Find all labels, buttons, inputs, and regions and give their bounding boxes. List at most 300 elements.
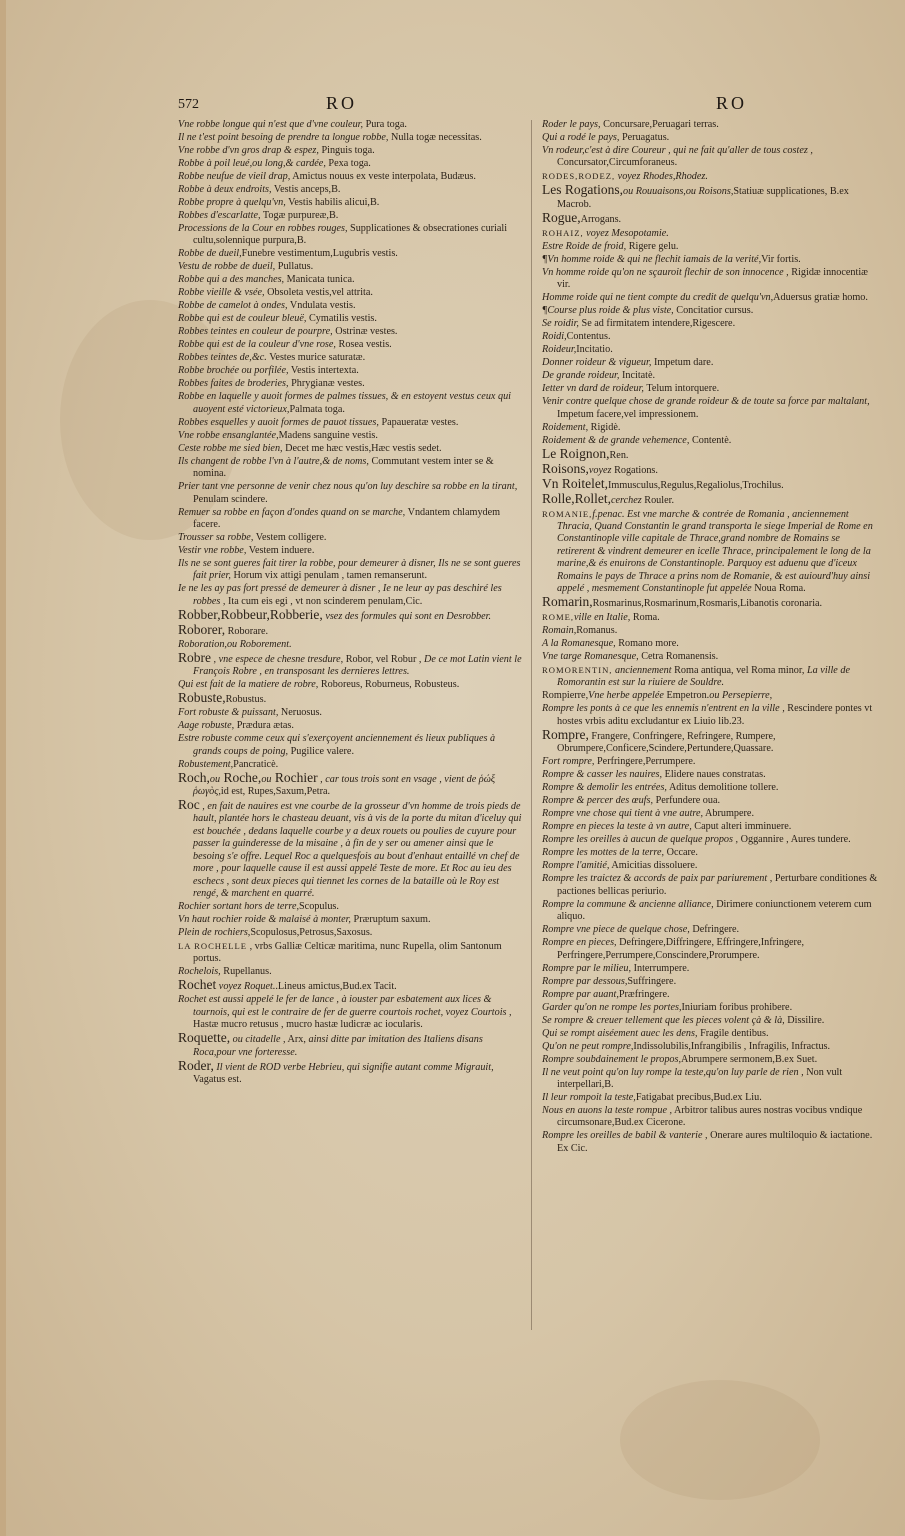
latin-equivalent: Interrumpere.: [631, 962, 690, 974]
latin-equivalent: Dirimere coniunctionem veterem cum aliquo.: [557, 898, 872, 923]
french-gloss: Remuer sa robbe en façon d'ondes quand on se marche,: [178, 506, 406, 518]
latin-equivalent: Amictus nouus ex veste interpolata, Budæus.: [290, 171, 476, 182]
dictionary-entry: [542, 1130, 878, 1155]
latin-equivalent: Vndulata vestis.: [287, 300, 356, 312]
latin-equivalent: Frangere, Confringere, Refringere, Rumpere, Obrumpere,Conficere,Scindere,Pertundere,Quassare.: [557, 730, 776, 755]
latin-equivalent: Roma antiqua, vel Roma minor,: [671, 665, 805, 677]
latin-equivalent: Statiuæ supplicationes, B.ex Macrob.: [557, 186, 849, 210]
french-gloss: Il leur rompoit la teste,: [542, 1091, 636, 1103]
latin-equivalent: Amicitias dissoluere.: [609, 860, 698, 872]
page-number: 572: [178, 97, 199, 112]
latin-equivalent: Funebre vestimentum,Lugubris vestis.: [241, 248, 398, 260]
dictionary-entry: [178, 158, 522, 170]
latin-equivalent: id est, Rupes,Saxum,Petra.: [220, 786, 331, 798]
dictionary-entry: [542, 344, 878, 356]
dictionary-entry: [178, 456, 522, 481]
latin-equivalent: Roboreus, Roburneus, Robusteus.: [318, 679, 460, 691]
dictionary-entry: [542, 847, 878, 859]
french-gloss: , en fait de nauires est vne courbe de la grosseur d'vn homme de trois pieds de hault, plantée hors le chasteau deuant, vis à vis de la porte du mitan d'iceluy qui est bouchée , dedans laquelle courbe y a deux rouets ou poulies de cuyure pour passer la guinderesse de la misaine , à fin de y ser ou amener ainsi que le besoing s'e offre. Lequel Roc a quelquesfois au bout d'enhaut entaillé vn chef de more , pour laquelle cause il est aussi appelé Teste de more. Et Roc au ieu des eschecs , sont deux pieces qui tiennet les cornes de la bataille où le Roy est rengé, & marchent en quarré.: [193, 801, 522, 899]
dictionary-entry: [542, 305, 878, 317]
french-gloss: Vn rodeur,c'est à dire Coureur , qui ne fait qu'aller de tous costez ,: [542, 145, 813, 156]
dictionary-entry: [542, 209, 878, 226]
dictionary-entry: [178, 145, 522, 157]
column-rule: [531, 120, 532, 1330]
latin-equivalent: Vndantem chlamydem facere.: [193, 506, 501, 531]
french-gloss: Roidement & de grande vehemence,: [542, 434, 690, 446]
french-gloss: Garder qu'on ne rompe les portes,: [542, 1001, 682, 1013]
dictionary-entry: [178, 720, 522, 732]
dictionary-entry: [178, 927, 522, 939]
french-gloss: Il vient de ROD verbe Hebrieu, qui signifie autant comme Migrauit,: [213, 1061, 494, 1073]
french-gloss: Robustement,: [178, 758, 234, 770]
dictionary-entry: [178, 197, 522, 209]
french-gloss: Estre robuste comme ceux qui s'exerçoyent anciennement és lieux publiques à grands coups de poing,: [178, 733, 496, 757]
latin-equivalent: , vrbs Galliæ Celticæ maritima, nunc Rupella, olim Santonum portus.: [193, 940, 502, 965]
headword: Rompre,: [542, 726, 589, 742]
dictionary-entry: [542, 873, 878, 898]
latin-equivalent: Ostrinæ vestes.: [332, 326, 398, 338]
french-gloss: Rochelois,: [178, 966, 221, 978]
latin-equivalent: Arx,: [285, 1034, 306, 1046]
dictionary-entry: [542, 422, 878, 434]
french-gloss: Fort robuste & puissant,: [178, 707, 279, 719]
french-gloss: Rompre les oreilles à aucun de quelque propos ,: [542, 834, 739, 846]
dictionary-entry: [178, 1057, 522, 1087]
french-gloss: De ce mot Latin vient le François Robre , en transposant les dernieres lettres.: [193, 653, 522, 678]
dictionary-entry: [542, 596, 878, 610]
french-gloss: De grande roideur,: [542, 370, 620, 382]
french-gloss: Rochier sortant hors de terre,: [178, 900, 300, 912]
latin-equivalent: Nulla togæ necessitas.: [388, 132, 482, 143]
headword: Vn Roitelet,: [542, 475, 608, 491]
latin-equivalent: Impetum facere,vel impressionem.: [557, 408, 699, 420]
headword: ROHAIZ,: [542, 227, 584, 238]
dictionary-entry: [542, 937, 878, 962]
headword: Robre: [178, 649, 211, 665]
french-gloss: cerchez: [611, 494, 642, 506]
french-gloss: voyez Mesopotamie.: [583, 227, 669, 239]
dictionary-entry: [542, 490, 878, 507]
latin-equivalent: Rosea vestis.: [335, 339, 392, 351]
french-gloss: Fort rompre,: [542, 756, 595, 768]
dictionary-entry: [178, 248, 522, 260]
latin-equivalent: Perfundere oua.: [653, 795, 721, 807]
dictionary-entry: [542, 638, 878, 650]
latin-equivalent: Telum intorquere.: [643, 383, 720, 395]
latin-equivalent: .Lineus amictus,Bud.ex Tacit.: [275, 981, 397, 993]
french-gloss: Robbes teintes de,&c.: [178, 352, 267, 364]
headword: Romarin,: [542, 594, 593, 610]
dictionary-entry: [178, 532, 522, 544]
dictionary-entry: [178, 583, 522, 608]
french-gloss: Robbes d'escarlatte,: [178, 210, 261, 221]
french-gloss: Qui est fait de la matiere de robre,: [178, 679, 319, 691]
french-gloss: ¶Vn homme roide & qui ne flechit iamais de la verité,: [542, 253, 762, 265]
dictionary-entry: [178, 430, 522, 442]
dictionary-entry: [542, 821, 878, 833]
dictionary-entry: [542, 370, 878, 382]
french-gloss: Ie ne les ay pas fort pressé de demeurer à disner , Ie ne leur ay pas deschiré les robbes ,: [178, 583, 502, 607]
french-gloss: Robbe vieille & vsée,: [178, 287, 265, 299]
dictionary-entry: [178, 639, 522, 651]
french-gloss: Robbe à deux endroits,: [178, 184, 272, 195]
latin-equivalent: Cetra Romanensis.: [638, 651, 719, 663]
dictionary-entry: [178, 979, 522, 993]
french-gloss: ¶Course plus roide & plus viste,: [542, 305, 674, 317]
french-gloss: Robbe brochée ou porfilée,: [178, 365, 289, 377]
french-gloss: Robbe qui est de la couleur d'vne rose,: [178, 339, 336, 351]
french-gloss: Rompre en pieces,: [542, 937, 617, 949]
latin-equivalent: Rupellanus.: [220, 966, 272, 978]
dictionary-entry: [542, 860, 878, 872]
french-gloss: voyez Roquet.: [216, 981, 276, 993]
headword: Rompierre,: [542, 690, 589, 702]
latin-equivalent: Rescindere pontes vt hostes vrbis aditu excludantur ex Liuio lib.23.: [557, 703, 873, 727]
dictionary-entry: [178, 378, 522, 390]
french-gloss: Donner roideur & vigueur,: [542, 357, 652, 369]
latin-equivalent: Robor, vel Robur ,: [343, 653, 422, 665]
dictionary-entry: [542, 690, 878, 702]
dictionary-entry: [178, 391, 522, 416]
french-gloss: Rompre vne chose qui tient à vne autre,: [542, 808, 704, 820]
dictionary-entry: [178, 901, 522, 913]
running-head-right: RO: [716, 93, 748, 113]
left-column: [178, 119, 522, 1087]
latin-equivalent: Romanus.: [576, 625, 618, 637]
french-gloss: Robbes esquelles y auoit formes de pauot tissues,: [178, 416, 379, 428]
french-gloss: Vne robbe ensanglantée,: [178, 429, 279, 441]
dictionary-entry: [178, 649, 522, 679]
latin-equivalent: Roborare.: [225, 625, 269, 637]
french-gloss: Robbe en laquelle y auoit formes de palmes tissues, & en estoyent vestus ceux qui auoyent esté victorieux,: [178, 391, 511, 415]
paper-stain: [620, 1380, 820, 1500]
french-gloss: ainsi ditte par imitation des Italiens disans Roca,pour vne forteresse.: [193, 1034, 483, 1058]
headword: Roborer,: [178, 621, 226, 637]
latin-equivalent: Supplicationes & obsecrationes curiali cultu,solennique purpura,B.: [193, 223, 508, 247]
latin-equivalent: Pancraticè.: [233, 758, 279, 770]
dictionary-entry: [178, 507, 522, 532]
latin-equivalent: Arbitror talibus aures nostras vocibus vndique circumsonare,Bud.ex Cicerone.: [557, 1104, 863, 1129]
french-gloss: Trousser sa robbe,: [178, 532, 254, 544]
latin-equivalent: Concursare,Peruagari terras.: [600, 119, 719, 130]
french-gloss: Qui a rodé le pays,: [542, 132, 620, 143]
dictionary-entry: [178, 313, 522, 325]
french-gloss: vsez des formules qui sont en Desrobber.: [322, 610, 492, 622]
headword: ROMANIE,: [542, 508, 593, 519]
french-gloss: Rompre les traictez & accords de paix par pariurement ,: [542, 873, 773, 885]
headword: Robber,Robbeur,Robberie,: [178, 606, 323, 622]
latin-equivalent: Papaueratæ vestes.: [378, 416, 459, 428]
latin-equivalent: Vestis habilis alicui,B.: [285, 197, 380, 208]
latin-equivalent: Vestem colligere.: [253, 532, 327, 544]
dictionary-entry: [542, 119, 878, 131]
french-gloss: Rompre la commune & ancienne alliance,: [542, 898, 714, 910]
dictionary-entry: [178, 443, 522, 455]
dictionary-entry: [542, 184, 878, 211]
dictionary-entry: [178, 352, 522, 364]
latin-equivalent: Togæ purpureæ,B.: [260, 210, 339, 221]
latin-equivalent: Impetum dare.: [651, 357, 714, 369]
dictionary-entry: [178, 261, 522, 273]
dictionary-entry: [178, 994, 522, 1031]
french-gloss: Se rompre & creuer tellement que les pieces volent çà & là,: [542, 1014, 785, 1026]
latin-equivalent: Pura toga.: [363, 119, 407, 130]
dictionary-entry: [542, 267, 878, 292]
french-gloss: Plein de rochiers,: [178, 926, 251, 938]
french-gloss: Vne robbe d'vn gros drap & espez,: [178, 145, 319, 156]
french-gloss: Robbe propre à quelqu'vn,: [178, 197, 286, 208]
dictionary-entry: [178, 274, 522, 286]
headword: Roche,: [220, 769, 262, 785]
headword: Roc: [178, 797, 200, 813]
headword: Les Rogations,: [542, 182, 623, 198]
dictionary-entry: [542, 1067, 878, 1092]
latin-equivalent: Pexa toga.: [325, 158, 371, 169]
french-gloss: voyez Rhodes,Rhodez.: [615, 171, 708, 183]
latin-equivalent: Madens sanguine vestis.: [278, 429, 378, 441]
french-gloss: Il ne t'est point besoing de prendre ta longue robbe,: [178, 132, 389, 143]
dictionary-entry: [178, 210, 522, 222]
latin-equivalent: Defringere.: [689, 924, 740, 936]
latin-equivalent: Vestes murice saturatæ.: [266, 352, 366, 364]
dictionary-entry: [542, 241, 878, 253]
dictionary-entry: [178, 365, 522, 377]
dictionary-entry: [542, 1028, 878, 1040]
french-gloss: Nous en auons la teste rompue ,: [542, 1104, 673, 1116]
french-gloss: ou Rouuaisons,ou Roisons,: [623, 186, 734, 198]
french-gloss: Se roidir,: [542, 318, 579, 330]
dictionary-entry: [178, 799, 522, 900]
latin-equivalent: Perfringere,Perrumpere.: [594, 756, 696, 768]
dictionary-entry: [542, 292, 878, 304]
french-gloss: Rompre les oreilles de babil & vanterie ,: [542, 1130, 708, 1142]
french-gloss: voyez: [588, 464, 612, 476]
french-gloss: Rompre vne piece de quelque chose,: [542, 924, 690, 936]
latin-equivalent: Perturbare conditiones & pactiones bellicas periurio.: [557, 873, 878, 897]
french-gloss: Rompre les ponts à ce que les ennemis n'entrent en la ville ,: [542, 703, 785, 715]
latin-equivalent: Præruptum saxum.: [350, 913, 431, 925]
dictionary-entry: [178, 1032, 522, 1059]
latin-equivalent: Occare.: [664, 847, 698, 859]
latin-equivalent: Incitatio.: [576, 344, 613, 356]
dictionary-entry: [178, 417, 522, 429]
dictionary-entry: [542, 834, 878, 846]
latin-equivalent: Fatigabat precibus,Bud.ex Liu.: [635, 1091, 762, 1103]
french-gloss: Processions de la Cour en robbes rouges,: [178, 223, 348, 234]
french-gloss: ou: [261, 773, 272, 785]
latin-equivalent: Prædura ætas.: [234, 720, 294, 732]
latin-equivalent: Peruagatus.: [619, 132, 670, 143]
french-gloss: Rompre & demolir les entrées,: [542, 782, 667, 794]
dictionary-entry: [178, 132, 522, 144]
french-gloss: Homme roide qui ne tient compte du credit de quelqu'vn,: [542, 292, 774, 304]
dictionary-entry: [178, 300, 522, 312]
latin-equivalent: Oggannire , Aures tundere.: [738, 834, 851, 846]
latin-equivalent: Phrygianæ vestes.: [288, 378, 365, 390]
french-gloss: Robbe de camelot à ondes,: [178, 300, 288, 312]
latin-equivalent: Immusculus,Regulus,Regaliolus,Trochilus.: [608, 479, 784, 491]
french-gloss: Rompre par dessous,: [542, 975, 628, 987]
french-gloss: Vn homme roide qu'on ne sçauroit flechir de son innocence ,: [542, 266, 789, 278]
french-gloss: ou: [209, 773, 221, 785]
french-gloss: ou Persepierre,: [709, 690, 773, 702]
latin-equivalent: Scopulus.: [299, 900, 339, 912]
french-gloss: Rompre par auant,: [542, 988, 619, 1000]
french-gloss: A la Romanesque,: [542, 638, 616, 650]
dictionary-entry: [542, 254, 878, 266]
french-gloss: , car tous trois sont en vsage , vient de ῥώξ ῥωγὸς,: [193, 773, 496, 798]
latin-equivalent: Pullatus.: [275, 261, 314, 273]
dictionary-entry: [178, 733, 522, 758]
headword: Roisons,: [542, 460, 589, 476]
latin-equivalent: Manicata tunica.: [284, 274, 355, 286]
latin-equivalent: Scopulosus,Petrosus,Saxosus.: [250, 926, 373, 938]
latin-equivalent: Rigidæ innocentiæ vir.: [557, 266, 868, 291]
headword: Roch,: [178, 769, 210, 785]
latin-equivalent: Rogations.: [611, 464, 658, 476]
dictionary-entry: [542, 625, 878, 637]
dictionary-entry: [178, 621, 522, 638]
dictionary-entry: [178, 679, 522, 691]
latin-equivalent: Vestis anceps,B.: [271, 184, 341, 195]
dictionary-entry: [542, 396, 878, 421]
latin-equivalent: Horum vix attigi penulam , tamen remanserunt.: [230, 570, 427, 582]
latin-equivalent: Concursator,Circumforaneus.: [557, 157, 678, 169]
binding-gutter: [0, 0, 6, 1536]
french-gloss: Robbe qui est de couleur bleuë,: [178, 313, 307, 325]
dictionary-entry: [178, 119, 522, 131]
dictionary-entry: [542, 782, 878, 794]
dictionary-entry: [542, 331, 878, 343]
dictionary-entry: [178, 692, 522, 706]
french-gloss: Venir contre quelque chose de grande roideur & de toute sa force par maltalant,: [542, 396, 870, 408]
latin-equivalent: Hastæ mucro retusus , mucro hastæ ludicræ ac iocularis.: [193, 1019, 423, 1031]
latin-equivalent: Dissilire.: [784, 1014, 825, 1026]
french-gloss: ville en Italie,: [573, 612, 631, 624]
headword: Rogue,: [542, 209, 581, 225]
french-gloss: Robbes faites de broderies,: [178, 378, 289, 390]
latin-equivalent: Iniuriam foribus prohibere.: [681, 1001, 793, 1013]
latin-equivalent: Contentè.: [689, 434, 732, 446]
french-gloss: ou citadelle ,: [230, 1034, 286, 1046]
latin-equivalent: Caput alteri imminuere.: [691, 821, 792, 833]
french-gloss: Vne robbe longue qui n'est que d'vne couleur,: [178, 119, 364, 130]
french-gloss: Vne herbe appelée: [588, 690, 664, 702]
french-gloss: Roboration,ou Roborement.: [178, 638, 292, 650]
headword: ROMORENTIN,: [542, 665, 613, 676]
latin-equivalent: Empetron.: [663, 690, 710, 702]
french-gloss: Ils ne se sont gueres fait tirer la robbe, pour demeurer à disner, Ils ne se sont gueres fait prier,: [178, 558, 521, 582]
latin-equivalent: Commutant vestem inter se & nomina.: [193, 455, 494, 480]
headword: Rochet: [178, 977, 217, 993]
headword: Roder,: [178, 1057, 214, 1073]
french-gloss: Rochet est aussi appelé le fer de lance , à iouster par esbatement aux lices & tournois, qui est le contraire de fer de guerre courtois rochet, voyez Courtois ,: [178, 994, 512, 1018]
latin-equivalent: Præfringere.: [618, 988, 670, 1000]
latin-equivalent: Pugilice valere.: [288, 745, 355, 757]
latin-equivalent: Obsoleta vestis,vel attrita.: [264, 287, 373, 299]
latin-equivalent: Rigere gelu.: [626, 240, 679, 252]
dictionary-entry: [178, 339, 522, 351]
dictionary-entry: [542, 318, 878, 330]
latin-equivalent: Ita cum eis egi , vt non scinderem penulam,Cic.: [225, 595, 423, 607]
dictionary-entry: [542, 989, 878, 1001]
dictionary-entry: [542, 132, 878, 144]
french-gloss: Qui se rompt aiséement auec les dens,: [542, 1027, 698, 1039]
latin-equivalent: Ren.: [609, 449, 629, 461]
dictionary-entry: [542, 145, 878, 170]
dictionary-entry: [542, 1054, 878, 1066]
dictionary-entry: [542, 808, 878, 820]
dictionary-entry: [542, 357, 878, 369]
dictionary-entry: [542, 227, 878, 240]
french-gloss: Aage robuste,: [178, 720, 235, 732]
latin-equivalent: Abrumpere sermonem,B.ex Suet.: [681, 1053, 818, 1065]
french-gloss: Roidement,: [542, 421, 589, 433]
dictionary-entry: [542, 651, 878, 663]
headword: Roquette,: [178, 1030, 231, 1046]
french-gloss: Estre Roide de froid,: [542, 240, 627, 252]
french-gloss: Il ne veut point qu'on luy rompe la teste,qu'on luy parle de rien ,: [542, 1066, 804, 1078]
french-gloss: Qu'on ne peut rompre,: [542, 1040, 634, 1052]
french-gloss: Roder le pays,: [542, 119, 601, 130]
dictionary-entry: [178, 558, 522, 583]
latin-equivalent: Robustus.: [225, 694, 267, 706]
latin-equivalent: Rosmarinus,Rosmarinum,Rosmaris,Libanotis coronaria.: [592, 598, 823, 610]
latin-equivalent: Se ad firmitatem intendere,Rigescere.: [578, 318, 736, 330]
dictionary-entry: [178, 769, 522, 799]
french-gloss: Rompre en pieces la teste à vn autre,: [542, 821, 692, 833]
headword: LA ROCHELLE: [178, 940, 248, 951]
french-gloss: Ietter vn dard de roideur,: [542, 383, 644, 395]
dictionary-entry: [542, 664, 878, 690]
dictionary-entry: [178, 707, 522, 719]
dictionary-entry: [542, 1041, 878, 1053]
latin-equivalent: Vagatus est.: [193, 1073, 242, 1085]
french-gloss: Vne targe Romanesque,: [542, 651, 639, 663]
french-gloss: anciennement: [612, 665, 672, 677]
french-gloss: Rompre les mottes de la terre,: [542, 847, 665, 859]
latin-equivalent: Non vult interpellari,B.: [557, 1066, 843, 1090]
dictionary-entry: [542, 963, 878, 975]
dictionary-entry: [178, 326, 522, 338]
dictionary-entry: [178, 223, 522, 248]
french-gloss: Ils changent de robbe l'vn à l'autre,& de noms,: [178, 455, 369, 467]
latin-equivalent: Vestem induere.: [246, 545, 315, 557]
french-gloss: Rompre soubdainement le propos,: [542, 1053, 682, 1065]
headword: ROME,: [542, 612, 574, 623]
french-gloss: Roideur,: [542, 344, 577, 356]
headword: RODES,RODEZ,: [542, 171, 616, 182]
latin-equivalent: Pinguis toga.: [318, 145, 375, 156]
dictionary-entry: [178, 966, 522, 978]
latin-equivalent: Aditus demolitione tollere.: [666, 782, 779, 794]
dictionary-entry: [542, 1002, 878, 1014]
headword: Le Roignon,: [542, 445, 610, 461]
latin-equivalent: Vestis intertexta.: [288, 365, 359, 377]
french-gloss: Roidi,: [542, 331, 567, 343]
latin-equivalent: Elidere naues constratas.: [662, 769, 766, 781]
dictionary-entry: [542, 1105, 878, 1130]
dictionary-entry: [542, 445, 878, 462]
dictionary-entry: [542, 383, 878, 395]
latin-equivalent: Roma.: [630, 612, 660, 624]
french-gloss: Vn haut rochier roide & malaisé à monter,: [178, 913, 351, 925]
latin-equivalent: Rouler.: [641, 494, 674, 506]
dictionary-entry: [542, 726, 878, 756]
dictionary-entry: [542, 795, 878, 807]
latin-equivalent: Incitatè.: [619, 370, 656, 382]
dictionary-entry: [542, 1015, 878, 1027]
